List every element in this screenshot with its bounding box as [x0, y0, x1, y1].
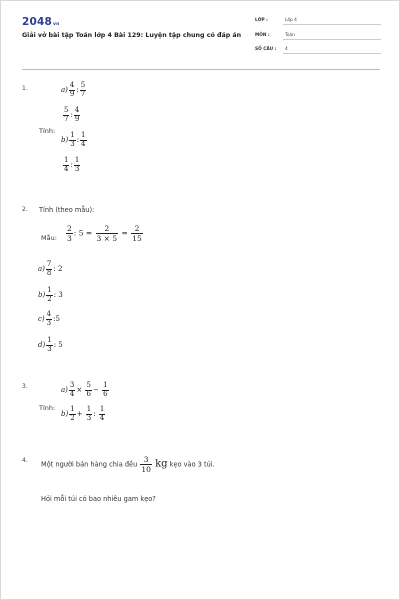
question-number: 4. — [22, 457, 28, 464]
q3-line-a: a) $\frac{3}{4}$ × $\frac{5}{6}$ − $\frac{1}{6}$ — [61, 381, 108, 398]
question-number: 1. — [22, 85, 28, 92]
fraction: $\frac{2}{15}$ — [132, 224, 142, 243]
q2-sample: $\frac{2}{3}$ : 5 = $\frac{2}{3 \times 5}$ = $\frac{2}{15}$ — [67, 224, 142, 243]
meta-value: 4 — [285, 47, 288, 52]
item-prefix: a) — [38, 265, 45, 273]
item-prefix: a) — [61, 86, 68, 94]
meta-key: MÔN : — [255, 33, 270, 38]
q3-line-b: b) $\frac{1}{2}$ + $\frac{1}{3}$ : $\frac{1}{4}$ — [61, 405, 105, 422]
q4-question: Hỏi mỗi túi có bao nhiêu gam kẹo? — [41, 495, 156, 503]
question-number: 2. — [22, 206, 28, 213]
q1-label: Tính: — [39, 127, 56, 135]
item-prefix: c) — [38, 315, 45, 323]
meta-key: SỐ CÂU : — [255, 47, 277, 52]
meta-value: Lớp 4 — [285, 18, 297, 23]
fraction: $\frac{1}{2}$ — [47, 286, 52, 303]
item-prefix: b) — [61, 410, 69, 418]
fraction: $\frac{1}{3}$ — [86, 405, 92, 422]
q2-item-d: d) $\frac{1}{3}$ : 5 — [38, 336, 63, 353]
fraction: $\frac{1}{3}$ — [70, 131, 75, 148]
fraction: $\frac{2}{3 \times 5}$ — [96, 224, 118, 243]
fraction: $\frac{4}{9}$ — [74, 106, 80, 123]
meta-key: LỚP : — [255, 18, 268, 23]
fraction: $\frac{5}{7}$ — [80, 81, 86, 98]
item-prefix: a) — [61, 386, 68, 394]
q2-instruction: Tính (theo mẫu): — [39, 206, 95, 214]
sample-label: Mẫu: — [41, 234, 57, 242]
fraction: $\frac{3}{10}$ — [141, 455, 151, 474]
fraction: $\frac{7}{8}$ — [46, 260, 52, 277]
fraction: $\frac{4}{3}$ — [46, 310, 52, 327]
fraction: $\frac{1}{3}$ — [74, 156, 80, 173]
unit-kg: kg — [155, 458, 168, 470]
q1-line-b2: $\frac{1}{4}$ : $\frac{1}{3}$ — [64, 156, 80, 173]
site-logo[interactable]: 2048vn — [22, 16, 60, 28]
fraction: $\frac{5}{7}$ — [64, 106, 69, 123]
q1-line-a2: $\frac{5}{7}$ : $\frac{4}{9}$ — [64, 106, 80, 123]
q2-item-b: b) $\frac{1}{2}$ : 3 — [38, 286, 63, 303]
fraction: $\frac{5}{6}$ — [86, 381, 91, 398]
fraction: $\frac{1}{4}$ — [81, 131, 86, 148]
q3-label: Tính: — [39, 404, 56, 412]
q1-line-b: b) $\frac{1}{3}$ : $\frac{1}{4}$ — [61, 131, 86, 148]
q1-line-a: a) $\frac{4}{9}$ : $\frac{5}{7}$ — [61, 81, 86, 98]
item-prefix: d) — [38, 341, 46, 349]
meta-value: Toán — [285, 33, 295, 38]
page-title: Giải vở bài tập Toán lớp 4 Bài 129: Luyện tập chung có đáp án — [22, 32, 242, 39]
q2-item-c: c) $\frac{4}{3}$ :5 — [38, 310, 60, 327]
fraction: $\frac{1}{2}$ — [70, 405, 75, 422]
fraction: $\frac{2}{3}$ — [67, 224, 72, 243]
q4-text-after: kẹo vào 3 túi. — [169, 460, 215, 469]
fraction: $\frac{1}{4}$ — [99, 405, 105, 422]
q4-text — [41, 456, 215, 473]
item-prefix: b) — [38, 291, 46, 299]
item-prefix: b) — [61, 136, 69, 144]
fraction: $\frac{1}{4}$ — [64, 156, 69, 173]
header-divider — [22, 69, 380, 70]
fraction: $\frac{1}{6}$ — [103, 381, 108, 398]
q2-item-a: a) $\frac{7}{8}$ : 2 — [38, 260, 63, 277]
fraction: $\frac{3}{4}$ — [69, 381, 75, 398]
question-number: 3. — [22, 383, 28, 390]
fraction: $\frac{1}{3}$ — [47, 336, 52, 353]
fraction: $\frac{4}{9}$ — [69, 81, 75, 98]
q4-text-before: Một người bán hàng chia đều — [41, 460, 138, 469]
